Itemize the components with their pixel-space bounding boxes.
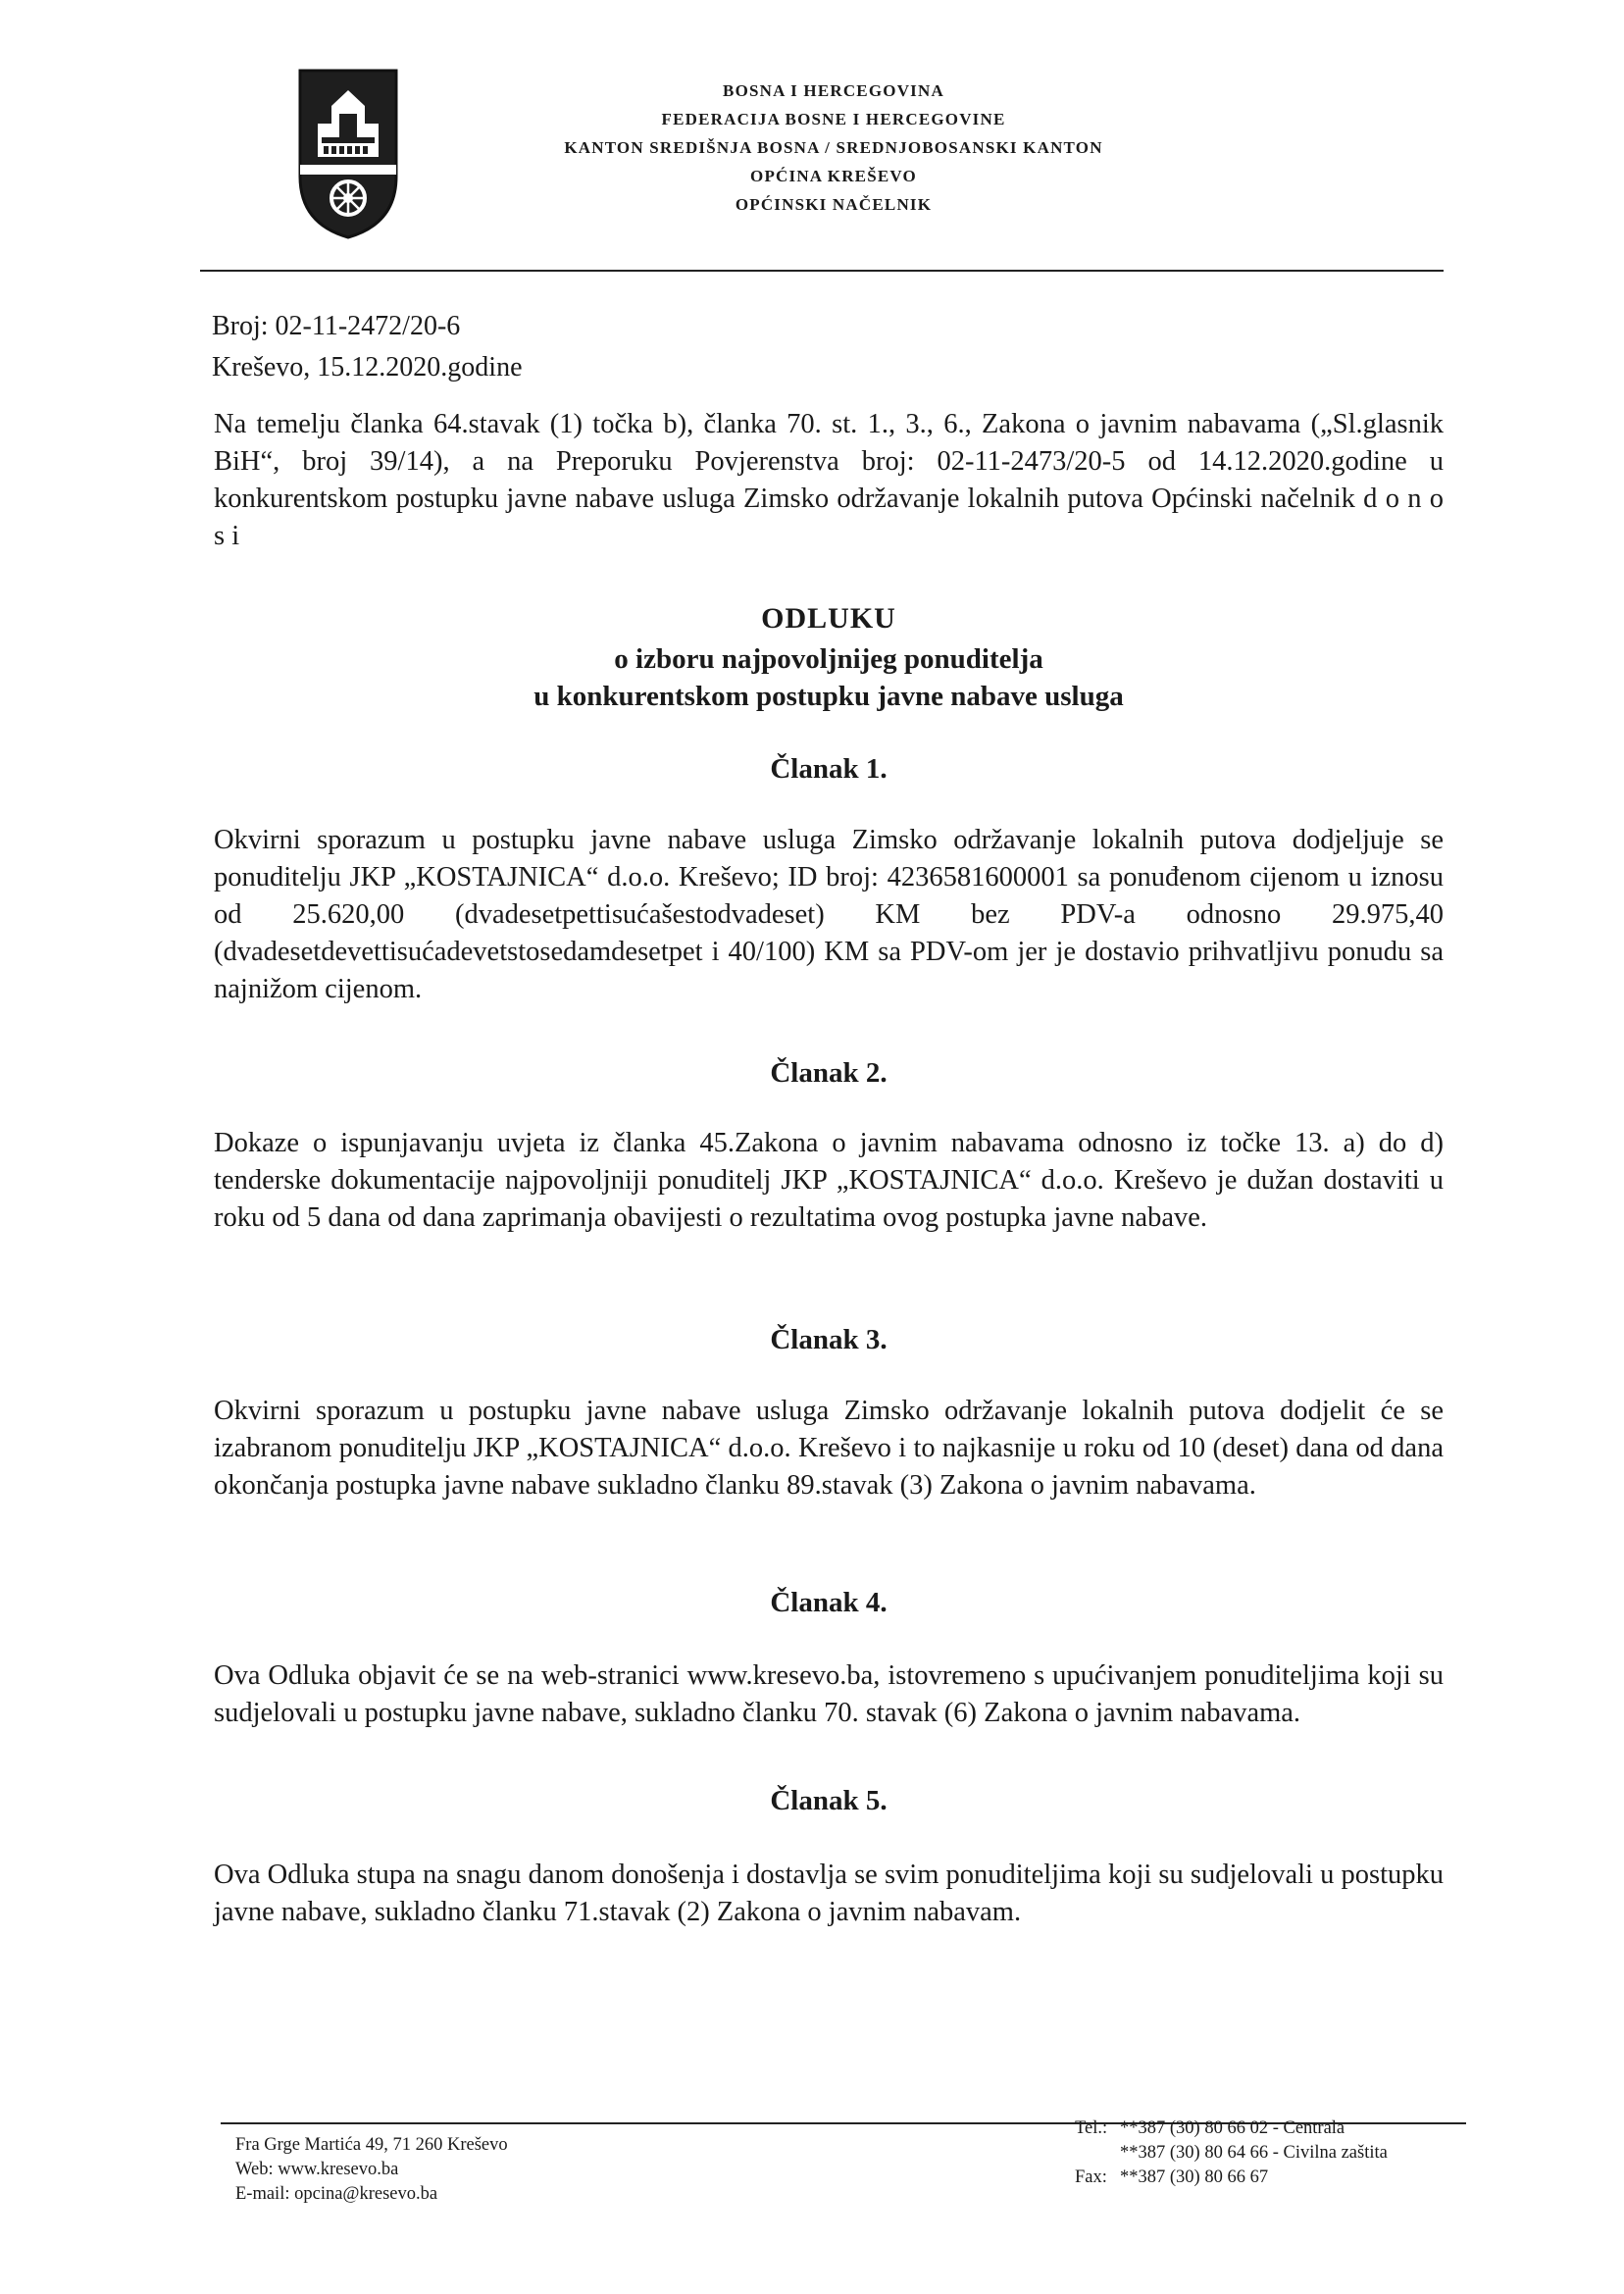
- footer-tel-2: **387 (30) 80 64 66 - Civilna zaštita: [1120, 2143, 1388, 2163]
- article-2-heading: Članak 2.: [770, 1057, 888, 1089]
- footer-tel-row-1: [1075, 2116, 1388, 2141]
- header-federation: FEDERACIJA BOSNE I HERCEGOVINE: [661, 110, 1006, 128]
- article-5-heading: Članak 5.: [770, 1785, 888, 1816]
- footer-tel-1: **387 (30) 80 66 02 - Centrala: [1120, 2118, 1345, 2138]
- article-1-heading: Članak 1.: [770, 753, 888, 785]
- article-5-text: Ova Odluka stupa na snagu danom donošenja i dostavlja se svim ponuditeljima koji su sudjelovali u postupku javne nabave, sukladno članku 71.stavak (2) Zakona o javnim nabavam.: [214, 1860, 1444, 1927]
- header-canton: KANTON SREDIŠNJA BOSNA / SREDNJOBOSANSKI KANTON: [564, 138, 1103, 157]
- footer-tel-row-2: [1075, 2141, 1388, 2166]
- decision-subtitle-1: o izboru najpovoljnijeg ponuditelja: [614, 643, 1043, 675]
- reference-number: Broj: 02-11-2472/20-6: [212, 311, 461, 341]
- reference-block: [212, 306, 523, 388]
- footer-contact-right: [1075, 2116, 1388, 2190]
- footer-fax-label: Fax:: [1075, 2167, 1107, 2187]
- footer-web: Web: www.kresevo.ba: [235, 2160, 399, 2179]
- footer-tel-label: Tel.:: [1075, 2118, 1108, 2138]
- article-4-heading: Članak 4.: [770, 1587, 888, 1618]
- footer-fax: **387 (30) 80 66 67: [1120, 2167, 1269, 2187]
- article-3-heading: Članak 3.: [770, 1324, 888, 1355]
- header-divider: [200, 270, 1444, 272]
- article-2-text: Dokaze o ispunjavanju uvjeta iz članka 45.Zakona o javnim nabavama odnosno iz točke 13. a) do d) tenderske dokumentacije najpovoljniji ponuditelj JKP „KOSTAJNICA“ d.o.o. Kreševo je dužan dostaviti u roku od 5 dana od dana zaprimanja obavijesti o rezultatima ovog postupka javne nabave.: [214, 1128, 1444, 1233]
- footer-email: E-mail: opcina@kresevo.ba: [235, 2184, 438, 2204]
- article-2: [214, 1125, 1444, 1237]
- article-3-text: Okvirni sporazum u postupku javne nabave usluga Zimsko održavanje lokalnih putova dodjelit će se izabranom ponuditelju JKP „KOSTAJNICA“ d.o.o. Kreševo i to najkasnije u roku od 10 (deset) dana od dana okončanja postupka javne nabave sukladno članku 89.stavak (3) Zakona o javnim nabavama.: [214, 1396, 1444, 1501]
- decision-title: ODLUKU: [761, 602, 896, 635]
- header-municipality: OPĆINA KREŠEVO: [750, 167, 917, 185]
- article-4-text: Ova Odluka objavit će se na web-stranici www.kresevo.ba, istovremeno s upućivanjem ponuditeljima koji su sudjelovali u postupku javne nabave, sukladno članku 70. stavak (6) Zakona o javnim nabavama.: [214, 1660, 1444, 1728]
- decision-subtitle-2: u konkurentskom postupku javne nabave usluga: [533, 681, 1124, 712]
- reference-place-date: Kreševo, 15.12.2020.godine: [212, 352, 523, 382]
- header-office: OPĆINSKI NAČELNIK: [735, 195, 933, 214]
- footer-address: Fra Grge Martića 49, 71 260 Kreševo: [235, 2135, 508, 2155]
- article-5: [214, 1857, 1444, 1931]
- municipal-crest-icon: [296, 67, 400, 241]
- preamble-text: Na temelju članka 64.stavak (1) točka b), članka 70. st. 1., 3., 6., Zakona o javnim nabavama („Sl.glasnik BiH“, broj 39/14), a na Preporuku Povjerenstva broj: 02-11-2473/20-5 od 14.12.2020.godine u konkurentskom postupku javne nabave usluga Zimsko održavanje lokalnih putova Općinski načelnik d o n o s i: [214, 409, 1444, 551]
- article-3: [214, 1393, 1444, 1504]
- footer-contact-left: [235, 2133, 508, 2207]
- footer-fax-row: [1075, 2166, 1388, 2190]
- preamble: [214, 406, 1444, 555]
- article-1-text: Okvirni sporazum u postupku javne nabave usluga Zimsko održavanje lokalnih putova dodjeljuje se ponuditelju JKP „KOSTAJNICA“ d.o.o. Kreševo; ID broj: 4236581600001 sa ponuđenom cijenom u iznosu od 25.620,00 (dvadesetpettisućašestodvadeset) KM bez PDV-a odnosno 29.975,40 (dvadesetdevettisućadevetstosedamdesetpet i 40/100) KM sa PDV-om jer je dostavio prihvatljivu ponudu sa najnižom cijenom.: [214, 825, 1444, 1004]
- letterhead: [422, 76, 1245, 219]
- header-country: BOSNA I HERCEGOVINA: [723, 81, 944, 100]
- article-1: [214, 822, 1444, 1008]
- article-4: [214, 1657, 1444, 1732]
